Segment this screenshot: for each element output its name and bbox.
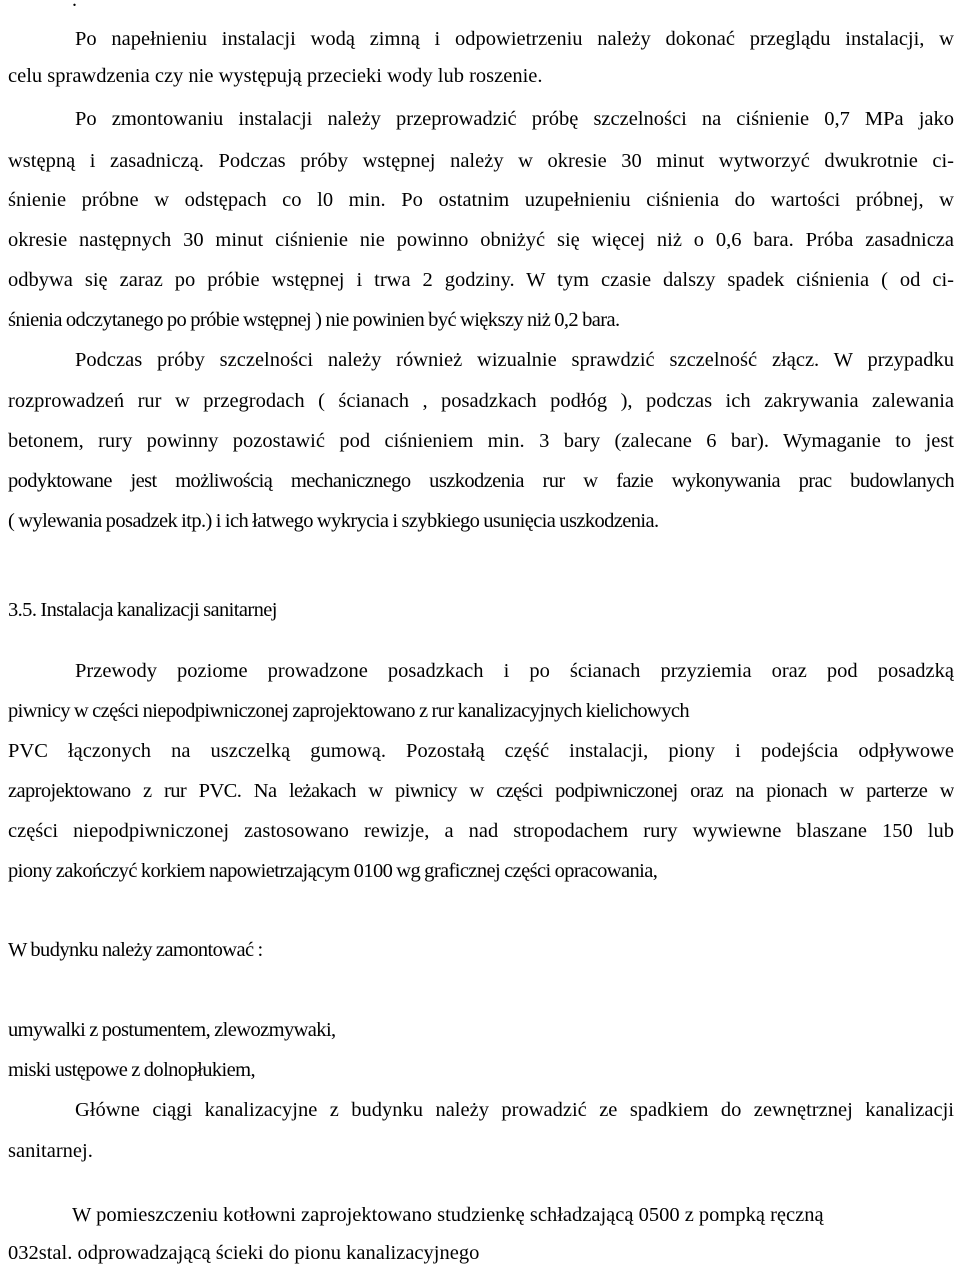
para4-line-1: Przewody poziome prowadzone posadzkach i po ścianach przyziemia oraz pod posadzką [75,660,954,682]
para6-line-1: W pomieszczeniu kotłowni zaprojektowano studzienkę schładzającą 0500 z pompką ręczną [72,1204,824,1226]
para6-line-2: 032stal. odprowadzającą ścieki do pionu kanalizacyjnego [8,1242,480,1264]
para3-line-1: Podczas próby szczelności należy również wizualnie sprawdzić szczelność złącz. W przypadku [75,349,954,371]
para3-line-3: betonem, rury powinny pozostawić pod ciśnieniem min. 3 bary (zalecane 6 bar). Wymaganie to jest [8,430,954,452]
para2-line-4: okresie następnych 30 minut ciśnienie nie powinno obniżyć się więcej niż o 0,6 bara. Próba zasadnicza [8,229,954,251]
para2-line-6: śnienia odczytanego po próbie wstępnej ) nie powinien być większy niż 0,2 bara. [8,309,620,331]
section-heading: 3.5. Instalacja kanalizacji sanitarnej [8,599,277,621]
para4-line-6: piony zakończyć korkiem napowietrzającym 0100 wg graficznej części opracowania, [8,860,658,882]
para4-line-2: piwnicy w części niepodpiwniczonej zaprojektowano z rur kanalizacyjnych kielichowych [8,700,690,722]
para5-line-1: Główne ciągi kanalizacyjne z budynku należy prowadzić ze spadkiem do zewnętrznej kanalizacji [75,1099,954,1121]
para1-line-2: celu sprawdzenia czy nie występują przecieki wody lub roszenie. [8,65,543,87]
para5-line-2: sanitarnej. [8,1140,93,1162]
install-intro: W budynku należy zamontować : [8,939,263,961]
leading-mark: . [72,0,77,11]
para3-line-2: rozprowadzeń rur w przegrodach ( ścianach , posadzkach podłóg ), podczas ich zakrywania zalewania [8,390,954,412]
para4-line-4: zaprojektowano z rur PVC. Na leżakach w piwnicy w części podpiwniczonej oraz na pionach w parterze w [8,780,954,802]
install-item-1: umywalki z postumentem, zlewozmywaki, [8,1019,336,1041]
para1-line-1: Po napełnieniu instalacji wodą zimną i odpowietrzeniu należy dokonać przeglądu instalacji, w [75,28,954,50]
para4-line-5: części niepodpiwniczonej zastosowano rewizje, a nad stropodachem rury wywiewne blaszane 150 lub [8,820,954,842]
para2-line-3: śnienie próbne w odstępach co l0 min. Po ostatnim uzupełnieniu ciśnienia do wartości próbnej, w [8,189,954,211]
para3-line-4: podyktowane jest możliwością mechanicznego uszkodzenia rur w fazie wykonywania prac budowlanych [8,470,954,492]
install-item-2: miski ustępowe z dolnopłukiem, [8,1059,255,1081]
para2-line-1: Po zmontowaniu instalacji należy przeprowadzić próbę szczelności na ciśnienie 0,7 MPa jako [75,108,954,130]
para3-line-5: ( wylewania posadzek itp.) i ich łatwego wykrycia i szybkiego usunięcia uszkodzenia. [8,510,659,532]
para2-line-5: odbywa się zaraz po próbie wstępnej i trwa 2 godziny. W tym czasie dalszy spadek ciśnienia ( od ci- [8,269,954,291]
para2-line-2: wstępną i zasadniczą. Podczas próby wstępnej należy w okresie 30 minut wytworzyć dwukrotnie ci- [8,150,954,172]
para4-line-3: PVC łączonych na uszczelką gumową. Pozostałą część instalacji, piony i podejścia odpływowe [8,740,954,762]
